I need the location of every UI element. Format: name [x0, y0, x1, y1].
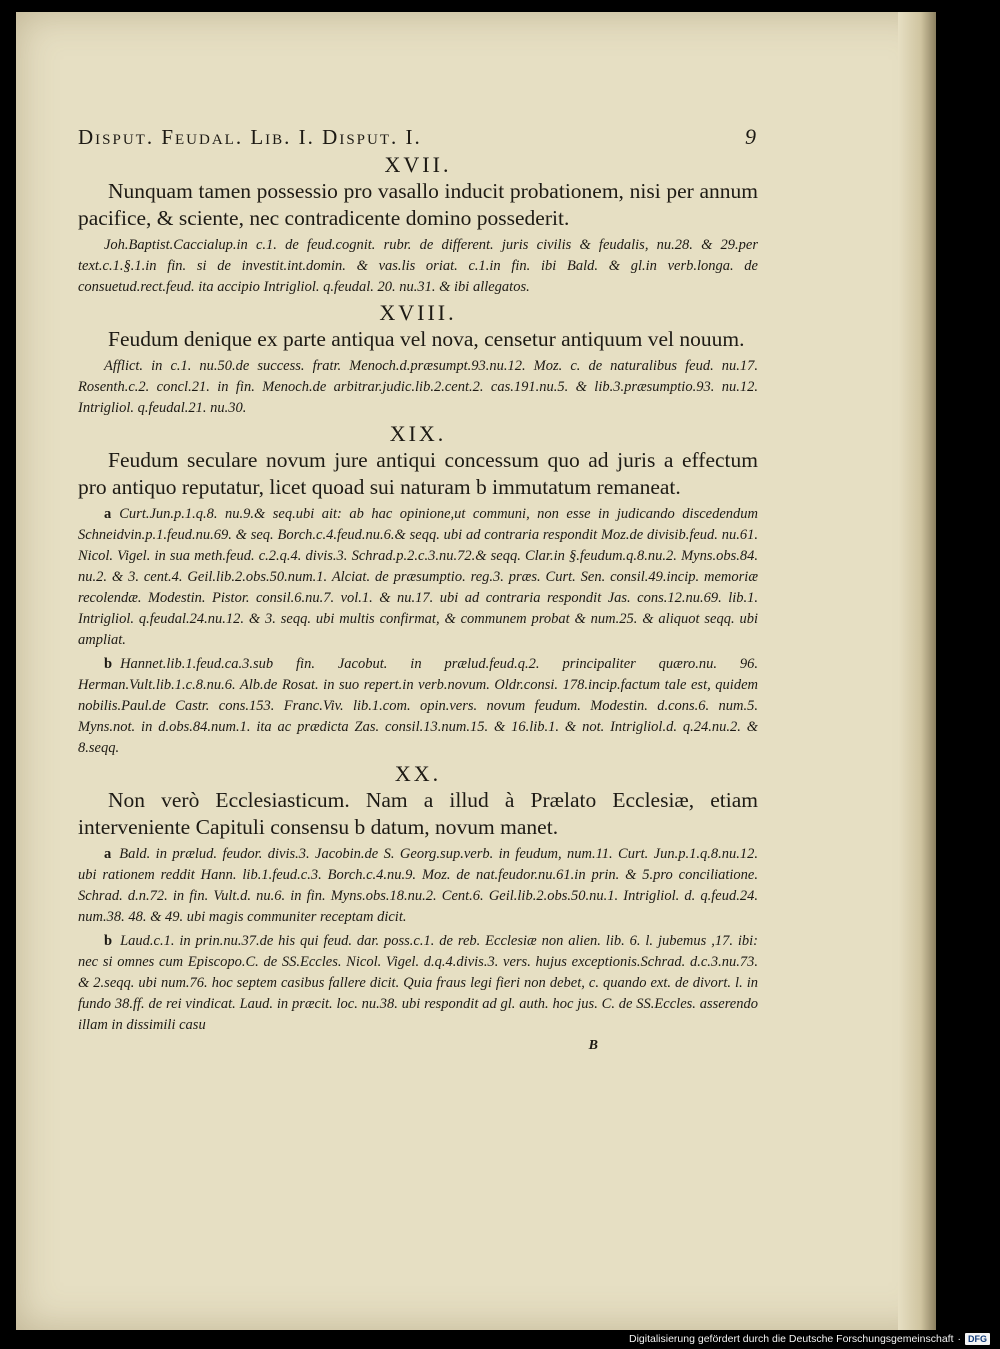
section-19: [78, 421, 758, 759]
section-numeral: XVII.: [384, 152, 452, 177]
note-text: Hannet.lib.1.feud.ca.3.sub fin. Jacobut. in prælud.feud.q.2. principaliter quæro.nu. 96. Herman.Vult.lib.1.c.8.nu.6. Alb.de Rosat. in suo repert.in verb.novum. Oldr.consi. 178.incip.factum tale est, quidem nobilis.Paul.de Castr. cons.153. Franc.Viv. lib.1.com. opin.vers. novum feudum. Modestin. d.cons.6. num.5. Myns.not. in d.obs.84.num.1. ita ac prædicta Zas. consil.13.num.15. & 16.lib.1. & not. Intrigliol.d. q.24.nu.2. & 8.seqq.: [78, 656, 758, 756]
note-text: Joh.Baptist.Caccialup.in c.1. de feud.cognit. rubr. de different. juris civilis & feudalis, nu.28. & 29.per text.c.1.§.1.in fin. si de investit.int.domin. & vas.lis oriat. c.1.in fin. ibi Bald. & gl.in verb.longa. de consuetud.rect.feud. ita accipio Intrigliol. q.feudal. 20. nu.31. & ibi allegatos.: [78, 237, 758, 295]
running-head-title: Disput. Feudal. Lib. I. Disput. I.: [78, 125, 422, 149]
page-gutter-shadow: [898, 12, 936, 1330]
page-content: [78, 124, 758, 1054]
running-head: [78, 124, 758, 150]
digitization-footer: [629, 1333, 990, 1345]
footer-separator: ·: [957, 1333, 961, 1345]
note-marker: b: [104, 656, 113, 672]
note-a: [78, 844, 758, 928]
section-numeral: XVIII.: [379, 300, 457, 325]
section-18: [78, 300, 758, 419]
note-marker: b: [104, 933, 113, 949]
note-a: [78, 504, 758, 651]
note: [78, 356, 758, 419]
note-text: Laud.c.1. in prin.nu.37.de his qui feud. dar. poss.c.1. de reb. Ecclesiæ non alien. lib. 6. l. jubemus ,17. ibi: nec si omnes cum Episcopo.C. de SS.Eccles. Nicol. Vigel. d.q.4.divis.3. vers. hujus exceptionis.Schrad. d.c.3.nu.73. & 2.seqq. ubi num.76. hoc septem casibus fallere dicit. Quia fraus legi fieri non debet, c. quando ext. de divort. l. in fundo 38.ff. de rei vindicat. Laud. in præcit. loc. nu.38. ubi respondit ad gl. auth. hoc jus. C. de SS.Eccles. asserendo illam in dissimili casu: [78, 933, 758, 1033]
thesis-text: Nunquam tamen possessio pro vasallo inducit probationem, nisi per annum pacifice, & sciente, nec contradicente domino possederit.: [78, 179, 758, 230]
scanned-page: [16, 12, 936, 1330]
note-marker: a: [104, 846, 112, 862]
page-number: 9: [745, 124, 758, 149]
thesis-text: Non verò Ecclesiasticum. Nam a illud à Prælato Ecclesiæ, etiam interveniente Capituli consensu b datum, novum manet.: [78, 788, 758, 839]
note-b: [78, 654, 758, 759]
section-20: [78, 761, 758, 1036]
section-17: [78, 152, 758, 298]
thesis-text: Feudum denique ex parte antiqua vel nova, censetur antiquum vel nouum.: [108, 327, 745, 351]
footer-text: Digitalisierung gefördert durch die Deutsche Forschungsgemeinschaft: [628, 1333, 954, 1345]
section-numeral: XIX.: [389, 421, 447, 446]
section-numeral: XX.: [394, 761, 442, 786]
note-text: Afflict. in c.1. nu.50.de success. fratr. Menoch.d.præsumpt.93.nu.12. Moz. c. de naturalibus feud. nu.17. Rosenth.c.2. concl.21. in fin. Menoch.de arbitrar.judic.lib.2.cent.2. cas.191.nu.5. & lib.3.præsumptio.93. nu.12. Intrigliol. q.feudal.21. nu.30.: [78, 358, 758, 416]
thesis-text: Feudum seculare novum jure antiqui concessum quo ad juris a effectum pro antiquo reputatur, licet quoad sui naturam b immutatum remaneat.: [78, 448, 758, 499]
note-b: [78, 931, 758, 1036]
catchword: B: [588, 1038, 598, 1053]
dfg-logo-icon: DFG: [965, 1333, 990, 1345]
note-marker: a: [104, 506, 112, 522]
note-text: Curt.Jun.p.1.q.8. nu.9.& seq.ubi ait: ab hac opinione,ut communi, non esse in judicando discedendum Schneidvin.p.1.feud.nu.69. & seq. Borch.c.4.feud.nu.6.& seqq. ubi ad contraria respondit Moz.de divisib.feud. nu.61. Nicol. Vigel. in sua meth.feud. c.2.q.4. divis.3. Schrad.p.2.c.3.nu.72.& seqq. Clar.in §.feudum.q.8.nu.2. Myns.obs.84. nu.2. & 3. cent.4. Geil.lib.2.obs.50.num.1. Alciat. de præsumptio. reg.3. præs. Curt. Sen. consil.49.incip. memoriæ recolendæ. Modestin. Pistor. consil.6.nu.7. vol.1. & nu.17. ubi ad contraria respondit Jas. cons.12.nu.69. lib.1. Intrigliol. q.feudal.24.nu.12. & 3. seqq. ubi multis confirmat, & communem probat & num.25. & aliquot seqq. ubi ampliat.: [78, 506, 758, 648]
note-text: Bald. in prælud. feudor. divis.3. Jacobin.de S. Georg.sup.verb. in feudum, num.11. Curt. Jun.p.1.q.8.nu.12. ubi rationem reddit Hann. lib.1.feud.c.3. Borch.c.4.nu.9. Moz. de nat.feudor.nu.61.in prin. & 5.pro conciliatione. Schrad. d.n.72. in fin. Vult.d. nu.6. in fin. Myns.obs.18.nu.2. Cent.6. Geil.lib.2.obs.50.nu.1. Intrigliol. d. q.feud.24. num.38. 48. & 49. ubi magis communiter receptam dicit.: [78, 846, 758, 925]
note: [78, 235, 758, 298]
